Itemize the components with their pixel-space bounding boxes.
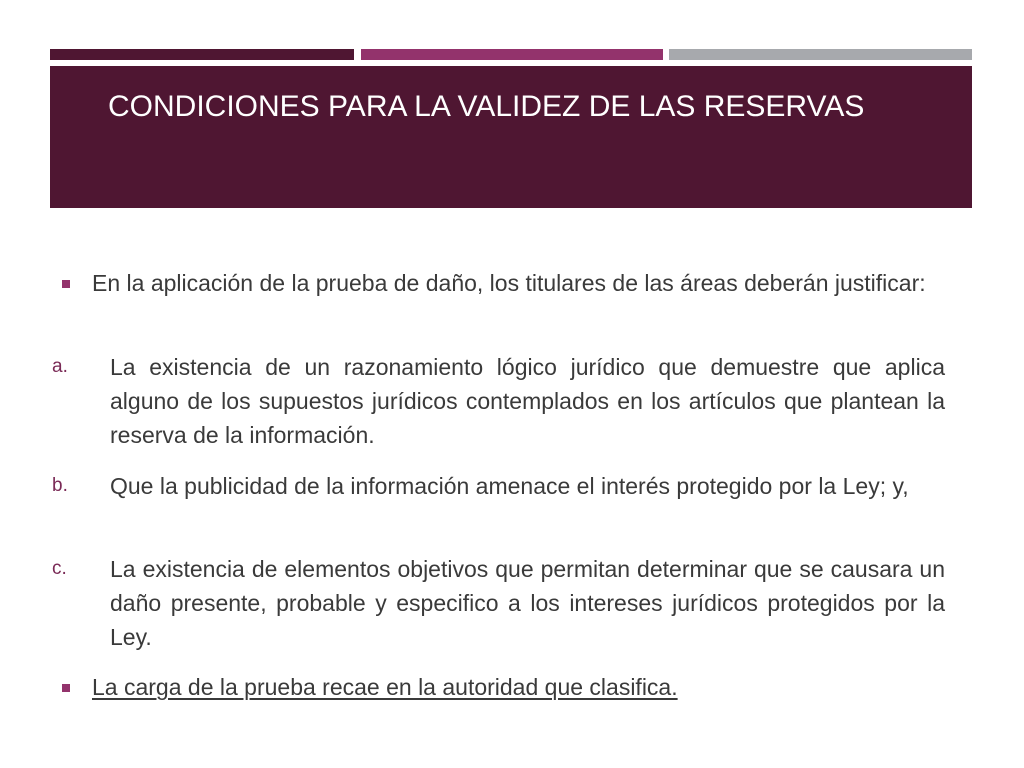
list-marker-b: b. [52,475,68,496]
list-marker-c: c. [52,558,67,579]
list-item-a-text: La existencia de un razonamiento lógico jurídico que demuestre que aplica alguno de los supuestos jurídicos contemplados en los artículos que plantean la reserva de la información. [110,354,945,448]
list-marker-a: a. [52,356,68,377]
square-bullet-icon [62,684,70,692]
closing-bullet-text: La carga de la prueba recae en la autoridad que clasifica. [92,674,678,700]
square-bullet-icon [62,280,70,288]
slide-title: CONDICIONES PARA LA VALIDEZ DE LAS RESERVAS [108,90,865,123]
list-item-b-text: Que la publicidad de la información amenace el interés protegido por la Ley; y, [110,473,909,499]
list-item-c-text: La existencia de elementos objetivos que permitan determinar que se causara un daño presente, probable y especifico a los intereses jurídicos protegidos por la Ley. [110,556,945,650]
intro-bullet-text: En la aplicación de la prueba de daño, los titulares de las áreas deberán justificar: [92,270,926,296]
